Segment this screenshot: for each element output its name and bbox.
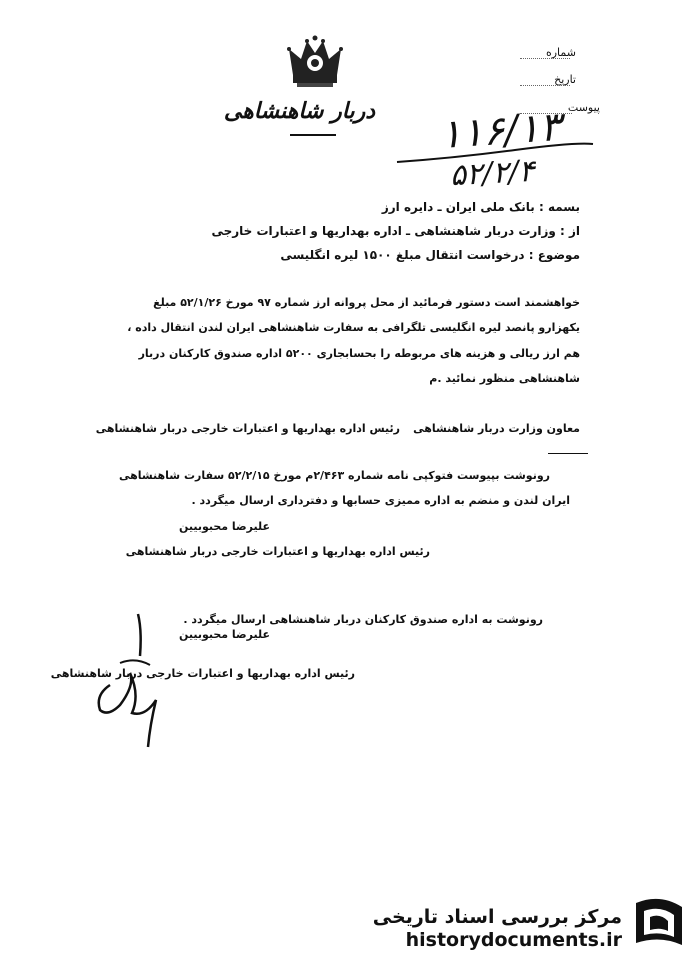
copy1-name: علیرضا محبوبیین	[178, 520, 270, 533]
body-line-3: هم ارز ریالی و هزینه های مربوطه را بحسابجاری ۵۲۰۰ اداره صندوق کارکنان دربار	[138, 347, 580, 360]
body-line-2: یکهزارو پانصد لیره انگلیسی تلگرافی به سفارت شاهنشاهی ایران لندن انتقال داده ،	[127, 321, 580, 334]
signature-left: رئیس اداره بهداریها و اعتبارات خارجی دربار شاهنشاهی	[95, 422, 400, 435]
attachment-label: پیوست	[567, 101, 600, 114]
footer-org-name: مرکز بررسی اسناد تاریخی	[372, 906, 622, 928]
date-label: تاریخ	[554, 73, 576, 86]
copy1-line-2: ایران لندن و منضم به اداره ممیزی حسابها و دفترداری ارسال میگردد .	[191, 494, 570, 507]
number-label: شماره	[545, 46, 576, 59]
handwritten-check-mark	[128, 610, 158, 660]
crown-emblem-icon	[285, 35, 345, 97]
copy1-line-1: رونوشت بپیوست فتوکپی نامه شماره ۲/۴۶۳م مورخ ۵۲/۲/۱۵ سفارت شاهنشاهی	[118, 469, 550, 482]
letterhead-title: دربار شاهنشاهی	[223, 98, 375, 124]
archive-logo-icon	[630, 895, 688, 951]
signature-right: معاون وزارت دربار شاهنشاهی	[413, 422, 580, 435]
number-dots	[520, 58, 570, 59]
letterhead-underline	[290, 134, 336, 136]
body-line-1: خواهشمند است دستور فرمائید از محل پروانه ارز شماره ۹۷ مورخ ۵۲/۱/۲۶ مبلغ	[153, 296, 580, 309]
copy1-title: رئیس اداره بهداریها و اعتبارات خارجی دربار شاهنشاهی	[125, 545, 430, 558]
footer-url[interactable]: historydocuments.ir	[405, 929, 622, 951]
handwritten-date: ۵۲/۲/۴	[449, 153, 536, 194]
date-dots	[520, 85, 570, 86]
signature-rule	[548, 453, 588, 454]
handwritten-signature	[90, 655, 170, 750]
copy2-name: علیرضا محبوبیین	[178, 628, 270, 641]
body-line-4: شاهنشاهی منظور نمائید .م	[429, 372, 580, 385]
handwritten-number: ۱۱۶/۱۳	[438, 103, 563, 159]
sender-line: از : وزارت دربار شاهنشاهی ـ اداره بهداریها و اعتبارات خارجی	[211, 224, 580, 238]
copy2-line-1: رونوشت به اداره صندوق کارکنان دربار شاهنشاهی ارسال میگردد .	[183, 613, 543, 626]
recipient-line: بسمه : بانک ملی ایران ـ دایره ارز	[381, 200, 580, 214]
copy2-title: رئیس اداره بهداریها و اعتبارات خارجی دربار شاهنشاهی	[50, 667, 355, 680]
subject-line: موضوع : درخواست انتقال مبلغ ۱۵۰۰ لیره انگلیسی	[280, 248, 580, 262]
